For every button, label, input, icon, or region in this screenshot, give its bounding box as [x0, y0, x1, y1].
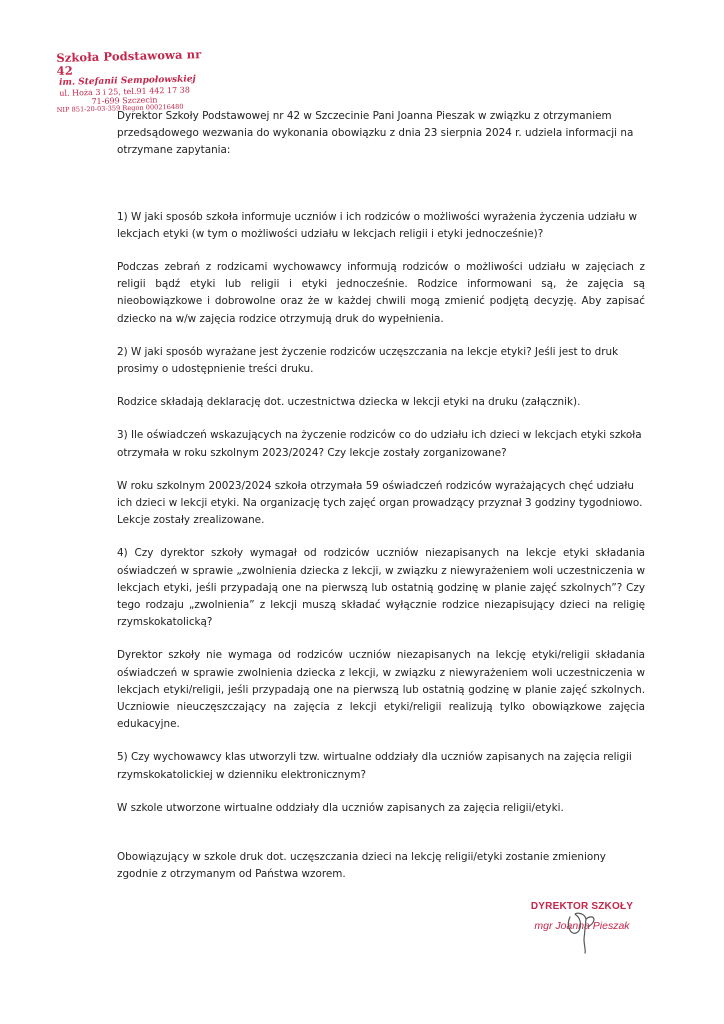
answer-2: Rodzice składają deklarację dot. uczestnictwa dziecka w lekcji etyki na druku (załącznik). — [117, 396, 581, 409]
question-2: 2) W jaki sposób wyrażane jest życzenie rodziców uczęszczania na lekcje etyki? Jeśli jest to druk prosimy o udostępnienie treści druku. — [117, 345, 619, 376]
question-1: 1) W jaki sposób szkoła informuje uczniów i ich rodziców o możliwości wyrażenia życzenia udziału w lekcjach etyki (w tym o możliwości udziału w lekcjach religii i etyki jednocześnie)? — [117, 210, 638, 240]
question-3: 3) Ile oświadczeń wskazujących na życzenie rodziców co do udziału ich dzieci w lekcjach etyki szkoła otrzymała w roku szkolnym 2023/2024? Czy lekcje zostały zorganizowane? — [117, 429, 642, 459]
intro-paragraph: Dyrektor Szkoły Podstawowej nr 42 w Szczecinie Pani Joanna Pieszak w związku z otrzymaniem przedsądowego wezwania do wykonania obowiązku z dnia 23 sierpnia 2024 r. udziela informacji na otrzymane zapytania: — [117, 110, 634, 157]
stamp-address: ul. Hoża 3 i 25, tel.91 442 17 38 — [59, 85, 190, 98]
question-5: 5) Czy wychowawcy klas utworzyli tzw. wirtualne oddziały dla uczniów zapisanych na zajęcia religii rzymskokatolickiej w dzienniku elektronicznym? — [117, 751, 632, 781]
closing-paragraph: Obowiązujący w szkole druk dot. uczęszczania dzieci na lekcję religii/etyki zostanie zmieniony zgodnie z otrzymanym od Państwa wzorem. — [117, 851, 606, 881]
stamp-ids: NIP 851-20-03-359 Regon 000216480 — [56, 102, 184, 115]
stamp-patron: im. Stefanii Sempołowskiej — [58, 74, 196, 89]
signature-block — [512, 901, 652, 961]
answer-5: W szkole utworzone wirtualne oddziały dla uczniów zapisanych za zajęcia religii/etyki. — [117, 801, 564, 814]
school-stamp — [56, 48, 208, 115]
signature-name: mgr Joanna Pieszak — [534, 920, 630, 932]
handwritten-signature-icon — [564, 905, 604, 955]
stamp-city: 71-699 Szczecin — [91, 95, 158, 107]
answer-1: Podczas zebrań z rodzicami wychowawcy informują rodziców o możliwości udziału w zajęciach z religii bądź etyki lub religii i etyki jednocześnie. Rodzice informowani są, że zajęcia są nieobowiązkowe i dobrowolne oraz że w każdej chwili mogą zmienić podjętą decyzję. Aby zapisać dziecko na w/w zajęcia rodzice otrzymują druk do wypełnienia. — [117, 261, 645, 325]
letter-body — [117, 108, 645, 884]
signature-title: DYREKTOR SZKOŁY — [530, 901, 634, 912]
question-4: 4) Czy dyrektor szkoły wymagał od rodziców uczniów niezapisanych na lekcje etyki składania oświadczeń w sprawie „zwolnienia dziecka z lekcji, w związku z niewyrażeniem woli uczestniczenia w lekcjach etyki, jeśli przypadają one na pierwszą lub ostatnią godzinę w planie zajęć szkolnych”? Czy tego rodzaju „zwolnienia” z lekcji muszą składać wyłącznie rodzice niezapisujący dzieci na religię rzymskokatolicką? — [117, 547, 645, 629]
answer-3: W roku szkolnym 20023/2024 szkoła otrzymała 59 oświadczeń rodziców wyrażających chęć udziału ich dzieci w lekcji etyki. Na organizację tych zajęć organ prowadzący przyznał 3 godziny tygodniowo. Lekcje zostały zrealizowane. — [117, 479, 643, 527]
stamp-school-name: Szkoła Podstawowa nr 42 — [56, 47, 202, 79]
answer-4: Dyrektor szkoły nie wymaga od rodziców uczniów niezapisanych na lekcję etyki/religii składania oświadczeń w sprawie zwolnienia dziecka z lekcji, w związku z niewyrażeniem woli uczestniczenia w lekcjach etyki/religii, jeśli przypadają one na pierwszą lub ostatnią godzinę w planie zajęć szkolnych. Uczniowie nieuczęszczający na zajęcia z lekcji etyki/religii realizują tylko obowiązkowe zajęcia edukacyjne. — [117, 649, 645, 731]
